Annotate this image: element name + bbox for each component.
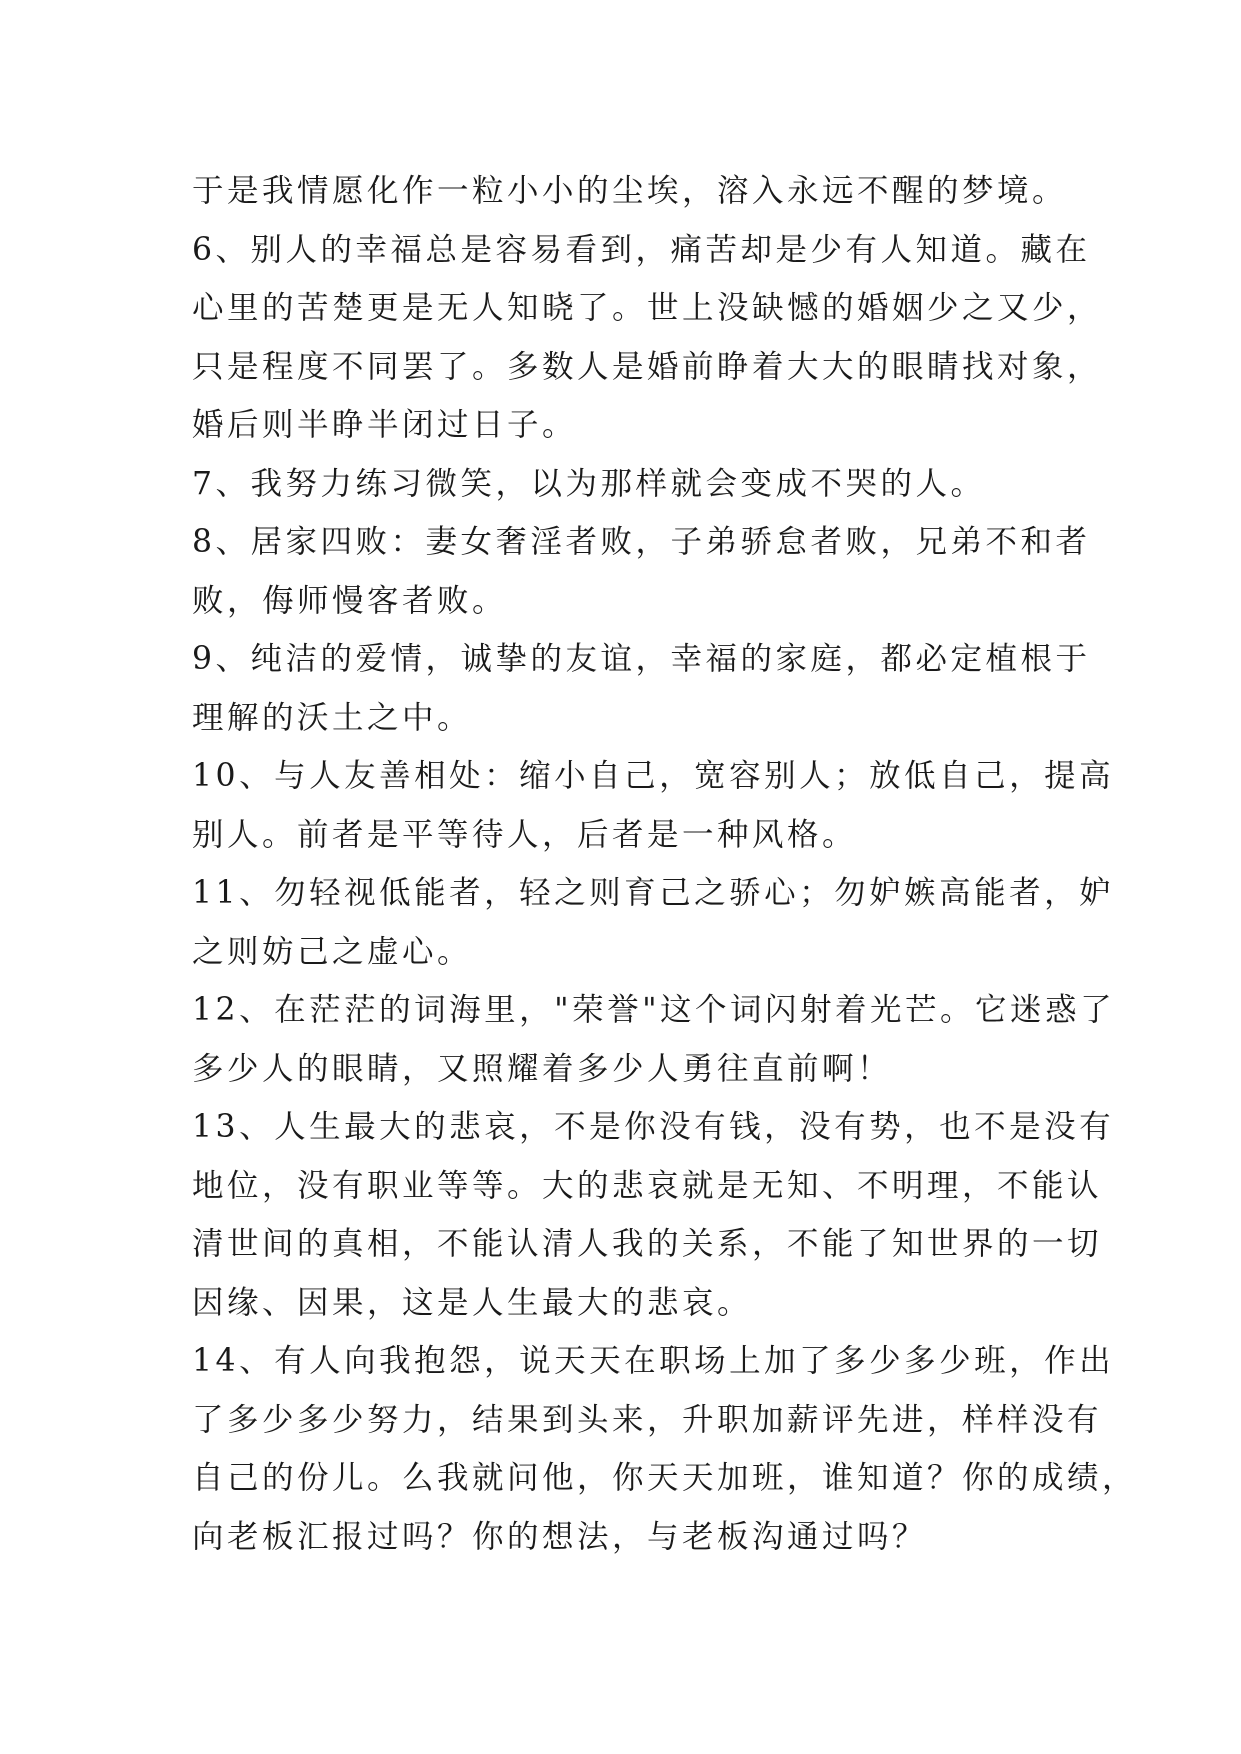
text-line: 多少人的眼睛，又照耀着多少人勇往直前啊！ [192,1050,893,1087]
text-line: 向老板汇报过吗？你的想法，与老板沟通过吗？ [192,1518,928,1555]
text-line: 14、有人向我抱怨，说天天在职场上加了多少多少班，作出 [192,1343,1115,1379]
text-line: 败，侮师慢客者败。 [192,582,508,619]
text-line: 心里的苦楚更是无人知晓了。世上没缺憾的婚姻少之又少， [192,290,1103,326]
text-line: 6、别人的幸福总是容易看到，痛苦却是少有人知道。藏在 [192,231,1091,268]
text-line: 9、纯洁的爱情，诚挚的友谊，幸福的家庭，都必定植根于 [192,641,1091,677]
text-line: 12、在茫茫的词海里，"荣誉"这个词闪射着光芒。它迷惑了 [192,992,1116,1028]
text-line: 理解的沃土之中。 [192,699,473,736]
text-line: 婚后则半睁半闭过日子。 [192,407,578,443]
text-line: 于是我情愿化作一粒小小的尘埃，溶入永远不醒的梦境。 [192,173,1068,209]
text-line: 8、居家四败：妻女奢淫者败，子弟骄怠者败，兄弟不和者 [192,524,1091,560]
text-line: 别人。前者是平等待人，后者是一种风格。 [192,816,858,853]
text-line: 自己的份儿。么我就问他，你天天加班，谁知道？你的成绩， [192,1460,1138,1496]
text-line: 因缘、因果，这是人生最大的悲哀。 [192,1284,753,1321]
text-line: 了多少多少努力，结果到头来，升职加薪评先进，样样没有 [192,1401,1103,1438]
text-line: 10、与人友善相处：缩小自己，宽容别人；放低自己，提高 [192,758,1115,794]
text-line: 11、勿轻视低能者，轻之则育己之骄心；勿妒嫉高能者，妒 [192,875,1115,911]
document-body [192,162,1138,1566]
text-line: 清世间的真相，不能认清人我的关系，不能了知世界的一切 [192,1226,1103,1262]
text-line: 只是程度不同罢了。多数人是婚前睁着大大的眼睛找对象， [192,348,1103,385]
text-line: 之则妨己之虚心。 [192,933,473,970]
text-line: 7、我努力练习微笑，以为那样就会变成不哭的人。 [192,465,986,502]
text-line: 地位，没有职业等等。大的悲哀就是无知、不明理，不能认 [192,1167,1103,1204]
text-line: 13、人生最大的悲哀，不是你没有钱，没有势，也不是没有 [192,1109,1115,1145]
